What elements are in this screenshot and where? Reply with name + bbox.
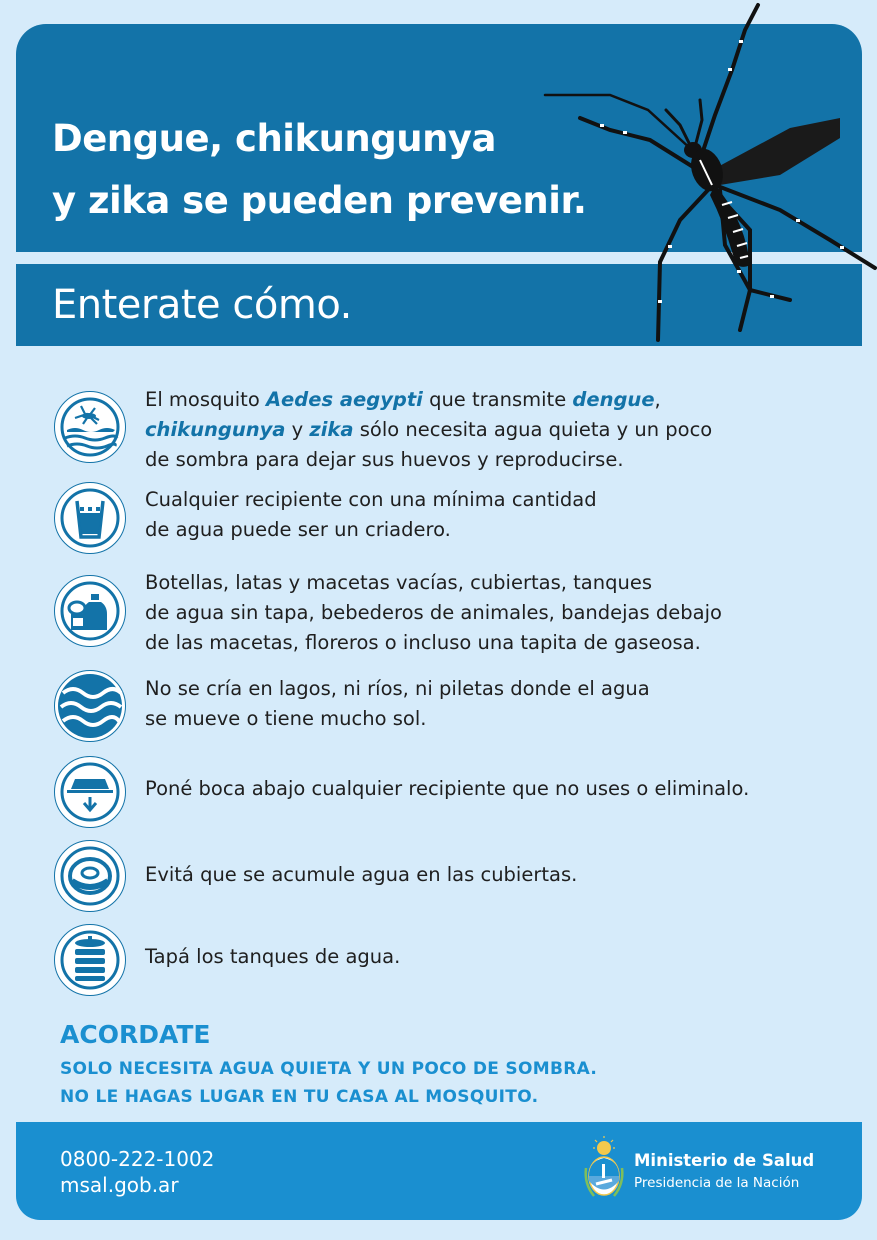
presidency-name: Presidencia de la Nación [634,1175,800,1191]
text-line: de agua puede ser un criadero. [145,518,451,541]
text-segment: que transmite [422,388,573,411]
reminder-title: ACORDATE [60,1020,211,1049]
ministry-name: Ministerio de Salud [634,1151,815,1170]
text-segment: sólo necesita agua quieta y un poco [353,418,713,441]
info-text-7 [145,942,400,972]
waves-icon [54,670,126,742]
text-segment: de sombra para dejar sus huevos y reproducirse. [145,448,624,471]
container-upside-down-icon [54,756,126,828]
website-link[interactable]: msal.gob.ar [60,1173,179,1197]
water-glass-icon [54,482,126,554]
subtitle: Enterate cómo. [52,282,352,328]
phone-number[interactable]: 0800-222-1002 [60,1147,215,1171]
mosquito-illustration [540,0,877,370]
info-text-1 [145,385,712,475]
info-text-5 [145,774,749,804]
text-line: de las macetas, floreros o incluso una tapita de gaseosa. [145,631,701,654]
text-line: Cualquier recipiente con una mínima cantidad [145,488,597,511]
mosquito-water-icon [54,391,126,463]
title-line-2: y zika se pueden prevenir. [52,179,587,222]
text-line: Botellas, latas y macetas vacías, cubiertas, tanques [145,571,652,594]
water-tank-icon [54,924,126,996]
text-line: de agua sin tapa, bebederos de animales, bandejas debajo [145,601,722,624]
text-segment: , [654,388,661,411]
bottle-can-icon [54,575,126,647]
page-title [52,108,586,232]
tire-icon [54,840,126,912]
info-text-4 [145,674,650,734]
text-segment: y [285,418,310,441]
reminder-line-2: NO LE HAGAS LUGAR EN TU CASA AL MOSQUITO. [60,1087,539,1107]
reminder-line-1: SOLO NECESITA AGUA QUIETA Y UN POCO DE SOMBRA. [60,1059,598,1079]
disease-dengue: dengue [572,388,655,411]
disease-zika: zika [309,418,354,441]
coat-of-arms-icon [582,1136,626,1206]
disease-chikungunya: chikungunya [145,418,286,441]
text-line: Tapá los tanques de agua. [145,945,401,968]
info-text-2 [145,485,597,545]
text-line: se mueve o tiene mucho sol. [145,707,427,730]
text-segment: El mosquito [145,388,266,411]
text-line: Evitá que se acumule agua en las cubiertas. [145,863,578,886]
info-text-3 [145,568,722,658]
text-line: Poné boca abajo cualquier recipiente que no uses o eliminalo. [145,777,750,800]
info-text-6 [145,860,577,890]
title-line-1: Dengue, chikungunya [52,117,497,160]
text-line: No se cría en lagos, ni ríos, ni piletas donde el agua [145,677,650,700]
species-name: Aedes aegypti [265,388,423,411]
